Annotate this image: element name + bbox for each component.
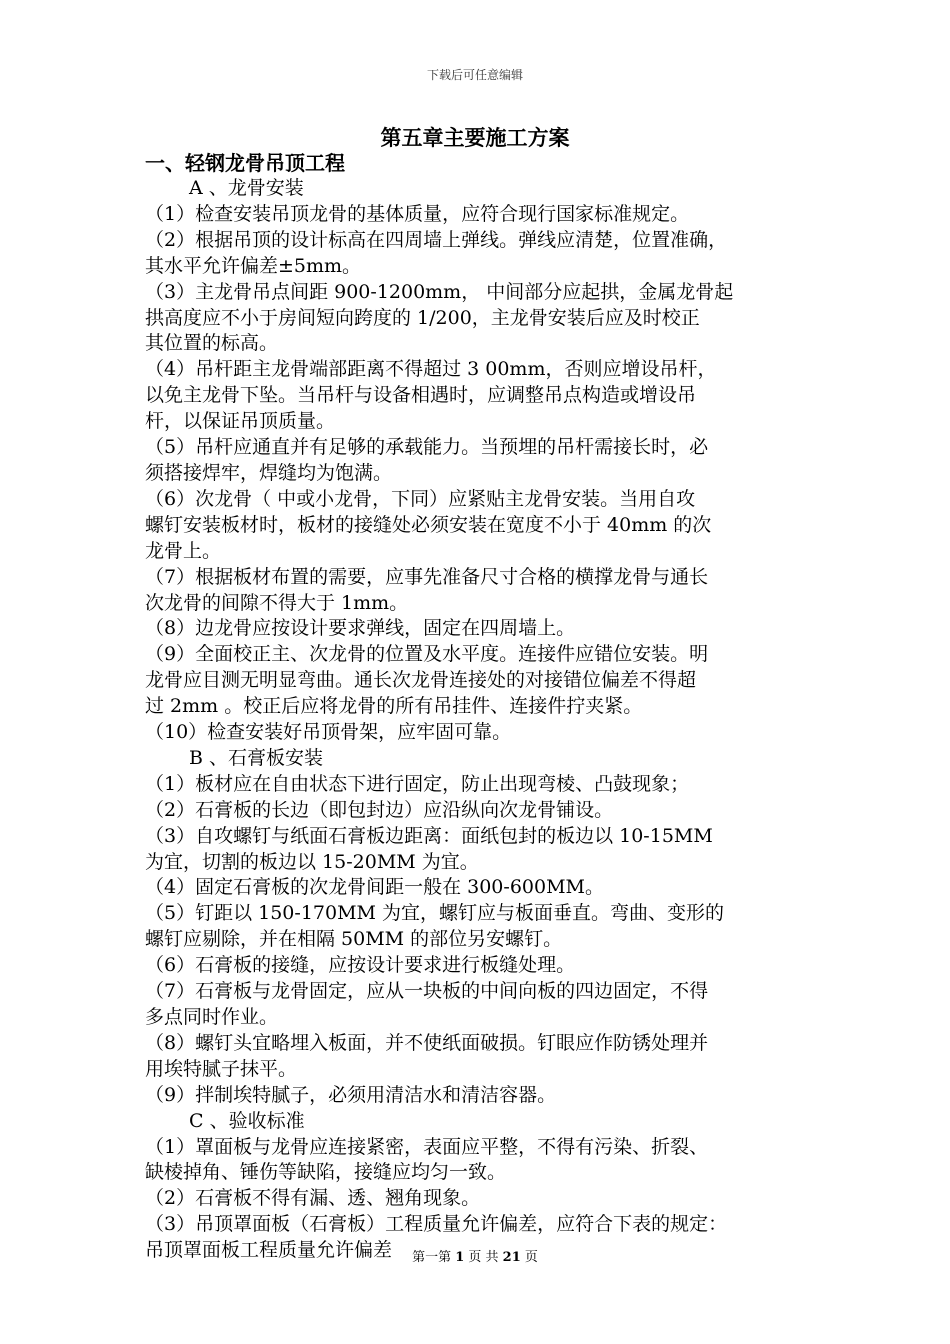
text-line: （5）钉距以 150-170MM 为宜，螺钉应与板面垂直。弯曲、变形的 — [145, 902, 725, 925]
subsection-heading: C 、验收标准 — [189, 1109, 305, 1132]
subsection-heading: A 、龙骨安装 — [189, 177, 304, 199]
document-body — [145, 150, 815, 1264]
text-line: 其水平允许偏差±5mm。 — [145, 254, 362, 277]
paragraph-lines — [145, 176, 815, 1264]
subsection-heading: B 、石膏板安装 — [189, 746, 324, 769]
text-line: 螺钉应剔除，并在相隔 50MM 的部位另安螺钉。 — [145, 928, 563, 951]
section-heading: 一、轻钢龙骨吊顶工程 — [145, 151, 345, 175]
text-line: （1）检查安装吊顶龙骨的基体质量，应符合现行国家标准规定。 — [145, 202, 690, 225]
footer-middle: 页 共 — [464, 1250, 503, 1265]
text-line: （2）石膏板不得有漏、透、翘角现象。 — [145, 1187, 481, 1210]
text-line: 用埃特腻子抹平。 — [145, 1057, 298, 1080]
footer-total-pages: 21 — [502, 1250, 521, 1265]
text-line: 须搭接焊牢，焊缝均为饱满。 — [145, 461, 393, 484]
page-footer — [0, 1246, 950, 1265]
text-line: （3）自攻螺钉与纸面石膏板边距离：面纸包封的板边以 10-15MM — [145, 824, 713, 847]
text-line: 杆，以保证吊顶质量。 — [145, 410, 336, 433]
text-line: 龙骨应目测无明显弯曲。通长次龙骨连接处的对接错位偏差不得超 — [145, 669, 697, 692]
text-line: （3）主龙骨吊点间距 900-1200mm， 中间部分应起拱，金属龙骨起 — [145, 280, 734, 303]
text-line: 以免主龙骨下坠。当吊杆与设备相遇时，应调整吊点构造或增设吊 — [145, 384, 697, 407]
text-line: 缺棱掉角、锤伤等缺陷，接缝应均匀一致。 — [145, 1161, 507, 1184]
text-line: （7）石膏板与龙骨固定，应从一块板的中间向板的四边固定，不得 — [145, 980, 709, 1003]
chapter-title: 第五章主要施工方案 — [380, 125, 570, 150]
text-line: 其位置的标高。 — [145, 332, 279, 355]
text-line: 为宜，切割的板边以 15-20MM 为宜。 — [145, 850, 479, 873]
text-line: 多点同时作业。 — [145, 1006, 279, 1028]
text-line: 拱高度应不小于房间短向跨度的 1/200，主龙骨安装后应及时校正 — [145, 306, 700, 329]
text-line: 螺钉安装板材时，板材的接缝处必须安装在宽度不小于 40mm 的次 — [145, 513, 712, 536]
footer-suffix: 页 — [520, 1250, 538, 1265]
text-line: （10）检查安装好吊顶骨架，应牢固可靠。 — [145, 721, 512, 744]
text-line: （6）石膏板的接缝，应按设计要求进行板缝处理。 — [145, 954, 576, 977]
text-line: （5）吊杆应通直并有足够的承载能力。当预埋的吊杆需接长时，必 — [145, 436, 709, 459]
page-header: 下载后可任意编辑 — [426, 68, 523, 82]
text-line: （4）固定石膏板的次龙骨间距一般在 300-600MM。 — [145, 876, 604, 899]
text-line: （2）石膏板的长边（即包封边）应沿纵向次龙骨铺设。 — [145, 798, 614, 821]
text-line: （2）根据吊顶的设计标高在四周墙上弹线。弹线应清楚，位置准确， — [145, 228, 728, 251]
text-line: （9）全面校正主、次龙骨的位置及水平度。连接件应错位安装。明 — [145, 643, 709, 666]
text-line: （4）吊杆距主龙骨端部距离不得超过 3 00mm，否则应增设吊杆， — [145, 358, 717, 381]
footer-prefix: 第一第 — [412, 1250, 456, 1265]
text-line: 吊顶罩面板工程质量允许偏差 — [145, 1239, 393, 1262]
text-line: （8）边龙骨应按设计要求弹线，固定在四周墙上。 — [145, 617, 576, 640]
text-line: （1）板材应在自由状态下进行固定，防止出现弯棱、凸鼓现象； — [145, 772, 690, 795]
text-line: （1）罩面板与龙骨应连接紧密，表面应平整，不得有污染、折裂、 — [145, 1135, 709, 1158]
text-line: （9）拌制埃特腻子，必须用清洁水和清洁容器。 — [145, 1083, 557, 1106]
text-line: （8）螺钉头宜略埋入板面，并不使纸面破损。钉眼应作防锈处理并 — [145, 1031, 709, 1054]
text-line: （7）根据板材布置的需要，应事先准备尺寸合格的横撑龙骨与通长 — [145, 565, 709, 588]
footer-page-number: 1 — [455, 1250, 465, 1265]
text-line: 次龙骨的间隙不得大于 1mm。 — [145, 591, 409, 614]
text-line: 龙骨上。 — [145, 539, 222, 562]
text-line: 过 2mm 。校正后应将龙骨的所有吊挂件、连接件拧夹紧。 — [145, 695, 643, 718]
text-line: （3）吊顶罩面板（石膏板）工程质量允许偏差，应符合下表的规定： — [145, 1213, 728, 1236]
text-line: （6）次龙骨（ 中或小龙骨，下同）应紧贴主龙骨安装。当用自攻 — [145, 487, 696, 510]
